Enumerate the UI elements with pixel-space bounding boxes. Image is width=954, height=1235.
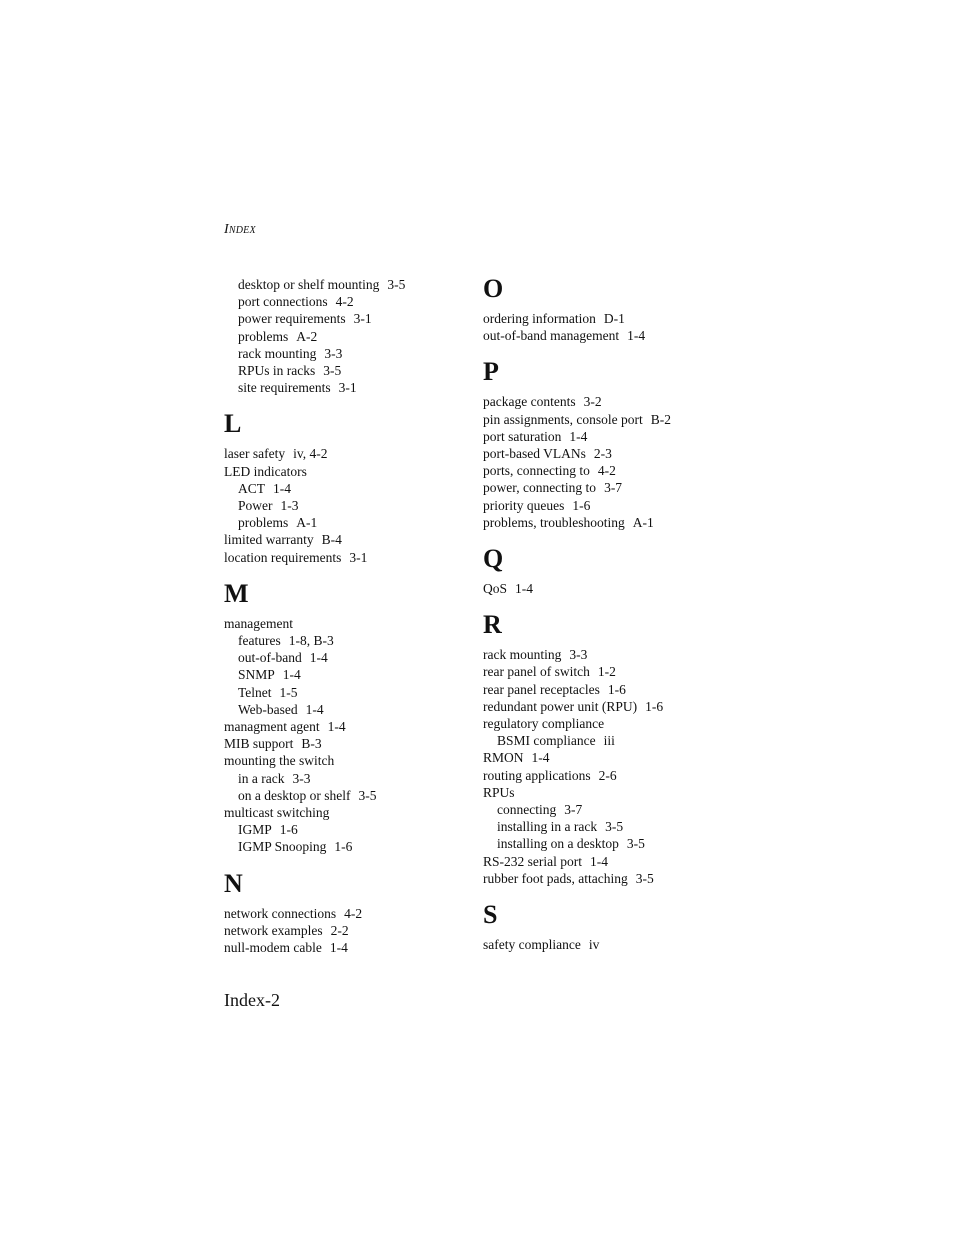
- index-term: in a rack: [238, 770, 285, 786]
- index-page-ref: 1-6: [279, 822, 298, 838]
- index-entry: [224, 615, 474, 632]
- index-page-ref: 3-5: [635, 870, 654, 886]
- index-term: limited warranty: [224, 532, 314, 548]
- index-entry: [483, 767, 733, 784]
- index-column-right: [483, 274, 733, 953]
- index-term: power requirements: [238, 311, 346, 327]
- index-page-ref: 1-4: [309, 650, 328, 666]
- index-entry: [483, 327, 733, 344]
- index-entry: [224, 735, 474, 752]
- index-term: RPUs: [483, 784, 515, 800]
- index-term: RS-232 serial port: [483, 853, 582, 869]
- index-term: Telnet: [238, 684, 272, 700]
- index-subentry: [224, 379, 474, 396]
- index-subentry: [224, 838, 474, 855]
- index-page-ref: 3-1: [338, 380, 357, 396]
- index-entry: [483, 497, 733, 514]
- index-subentry: [483, 835, 733, 852]
- index-subentry: [224, 701, 474, 718]
- index-term: package contents: [483, 394, 576, 410]
- index-page-ref: 1-6: [645, 698, 664, 714]
- index-term: ports, connecting to: [483, 463, 590, 479]
- index-subentry: [224, 649, 474, 666]
- index-term: RMON: [483, 750, 524, 766]
- index-subentry: [224, 514, 474, 531]
- index-term: mounting the switch: [224, 753, 335, 769]
- index-term: managment agent: [224, 719, 320, 735]
- index-term: Web-based: [238, 701, 298, 717]
- index-term: RPUs in racks: [238, 363, 316, 379]
- index-page-ref: 3-5: [358, 787, 377, 803]
- index-term: multicast switching: [224, 805, 330, 821]
- index-letter-heading: R: [483, 610, 502, 640]
- index-page-ref: 3-7: [604, 480, 623, 496]
- index-entry: [483, 681, 733, 698]
- index-page-ref: iii: [603, 733, 615, 749]
- index-term: port-based VLANs: [483, 446, 586, 462]
- index-term: rear panel of switch: [483, 664, 590, 680]
- index-page-ref: iv, 4-2: [293, 446, 328, 462]
- index-term: installing on a desktop: [497, 836, 619, 852]
- index-term: Power: [238, 498, 273, 514]
- index-entry: [224, 922, 474, 939]
- index-page-ref: 1-6: [334, 839, 353, 855]
- index-entry: [224, 804, 474, 821]
- index-entry: [483, 663, 733, 680]
- index-page-ref: 2-6: [598, 767, 617, 783]
- index-entry: [224, 939, 474, 956]
- index-term: pin assignments, console port: [483, 411, 643, 427]
- index-entry: [483, 445, 733, 462]
- index-term: null-modem cable: [224, 940, 322, 956]
- index-page-ref: A-1: [632, 514, 654, 530]
- index-term: regulatory compliance: [483, 716, 605, 732]
- index-entry: [483, 870, 733, 887]
- index-term: laser safety: [224, 446, 286, 462]
- index-subentry: [224, 821, 474, 838]
- index-term: QoS: [483, 581, 508, 597]
- index-page-ref: 1-2: [597, 664, 616, 680]
- index-page-ref: 1-6: [572, 497, 591, 513]
- index-term: network examples: [224, 922, 323, 938]
- index-page-ref: 3-1: [349, 549, 368, 565]
- index-term: power, connecting to: [483, 480, 597, 496]
- index-entry: [483, 310, 733, 327]
- index-entry: [483, 715, 733, 732]
- index-page-ref: A-2: [296, 328, 318, 344]
- index-entry: [483, 646, 733, 663]
- index-page-ref: 1-4: [531, 750, 550, 766]
- index-letter-heading: O: [483, 274, 504, 303]
- index-term: IGMP Snooping: [238, 839, 327, 855]
- index-page-ref: 1-8, B-3: [288, 633, 334, 649]
- index-term: location requirements: [224, 549, 342, 565]
- index-term: port saturation: [483, 428, 562, 444]
- index-page-ref: 1-4: [305, 701, 324, 717]
- index-page-ref: 1-4: [627, 328, 646, 344]
- index-term: ACT: [238, 480, 265, 496]
- index-page-ref: 3-5: [626, 836, 645, 852]
- index-page-ref: 1-4: [273, 480, 291, 496]
- index-entry: [483, 580, 733, 597]
- index-subentry: [483, 801, 733, 818]
- index-page-ref: 1-3: [280, 498, 299, 514]
- index-entry: [483, 393, 733, 410]
- index-letter-heading: Q: [483, 544, 504, 574]
- index-page-ref: B-3: [301, 736, 322, 752]
- index-term: on a desktop or shelf: [238, 787, 351, 803]
- index-entry: [483, 698, 733, 715]
- index-term: IGMP: [238, 822, 272, 838]
- index-subentry: [224, 310, 474, 327]
- index-subentry: [224, 345, 474, 362]
- index-entry: [224, 718, 474, 735]
- index-term: routing applications: [483, 767, 591, 783]
- index-page-ref: 1-4: [515, 581, 534, 597]
- index-entry: [224, 752, 474, 769]
- index-entry: [224, 445, 474, 462]
- index-subentry: [224, 684, 474, 701]
- index-entry: [224, 531, 474, 548]
- index-page-ref: 3-5: [387, 277, 406, 292]
- index-column-left: [224, 276, 474, 956]
- index-page-ref: 3-7: [564, 802, 583, 818]
- index-subentry: [224, 770, 474, 787]
- index-subentry: [224, 632, 474, 649]
- index-term: priority queues: [483, 497, 565, 513]
- index-term: rack mounting: [483, 647, 562, 663]
- index-page-ref: 1-4: [569, 428, 588, 444]
- index-page-ref: 3-3: [292, 770, 311, 786]
- page-footer: Index-2: [224, 990, 280, 1010]
- index-page-ref: 3-3: [324, 345, 343, 361]
- index-entry: [483, 514, 733, 531]
- index-entry: [483, 462, 733, 479]
- index-term: ordering information: [483, 311, 596, 326]
- index-term: SNMP: [238, 667, 275, 683]
- index-term: problems: [238, 515, 289, 531]
- index-term: problems, troubleshooting: [483, 514, 625, 530]
- index-page-ref: B-2: [650, 411, 671, 427]
- index-letter-heading: L: [224, 409, 242, 439]
- index-term: BSMI compliance: [497, 733, 596, 749]
- index-letter-heading: P: [483, 357, 499, 387]
- index-page-ref: 3-3: [569, 647, 588, 663]
- index-page-ref: A-1: [296, 515, 318, 531]
- index-term: MIB support: [224, 736, 294, 752]
- index-term: redundant power unit (RPU): [483, 698, 638, 714]
- index-page-ref: 1-4: [327, 719, 346, 735]
- index-subentry: [224, 293, 474, 310]
- index-entry: [483, 784, 733, 801]
- index-page-ref: 1-6: [607, 681, 626, 697]
- index-term: network connections: [224, 905, 337, 921]
- index-page-ref: 2-3: [593, 446, 612, 462]
- index-page-ref: 2-2: [330, 922, 349, 938]
- index-entry: [483, 479, 733, 496]
- index-page-ref: 4-2: [335, 294, 354, 310]
- index-page-ref: iv: [588, 937, 600, 953]
- index-page-ref: D-1: [603, 311, 625, 326]
- index-term: rack mounting: [238, 345, 317, 361]
- index-subentry: [483, 818, 733, 835]
- index-page-ref: 1-4: [282, 667, 301, 683]
- index-subentry: [224, 362, 474, 379]
- index-term: management: [224, 615, 293, 631]
- index-page-ref: 3-1: [353, 311, 372, 327]
- index-subentry: [224, 497, 474, 514]
- index-entry: [483, 936, 733, 953]
- index-entry: [483, 749, 733, 766]
- index-page-ref: B-4: [321, 532, 342, 548]
- running-head-initial: I: [224, 222, 229, 237]
- index-term: port connections: [238, 294, 328, 310]
- index-page-ref: 4-2: [597, 463, 616, 479]
- index-page-ref: 3-5: [605, 819, 624, 835]
- index-subentry: [224, 666, 474, 683]
- index-letter-heading: N: [224, 868, 243, 898]
- index-page-ref: 4-2: [344, 905, 363, 921]
- index-term: connecting: [497, 802, 557, 818]
- index-term: installing in a rack: [497, 819, 598, 835]
- index-subentry: [224, 276, 474, 293]
- index-subentry: [483, 732, 733, 749]
- index-letter-heading: M: [224, 578, 249, 608]
- index-subentry: [224, 480, 474, 497]
- index-term: rear panel receptacles: [483, 681, 600, 697]
- index-entry: [224, 549, 474, 566]
- index-term: site requirements: [238, 380, 331, 396]
- index-term: safety compliance: [483, 937, 581, 953]
- index-subentry: [224, 328, 474, 345]
- index-subentry: [224, 787, 474, 804]
- index-term: rubber foot pads, attaching: [483, 870, 628, 886]
- index-page-ref: 1-5: [279, 684, 298, 700]
- index-entry: [483, 411, 733, 428]
- index-page-ref: 1-4: [329, 940, 348, 956]
- index-letter-heading: S: [483, 900, 498, 930]
- index-term: features: [238, 633, 281, 649]
- running-head: [224, 222, 256, 238]
- running-head-rest: NDEX: [228, 225, 256, 236]
- index-entry: [224, 905, 474, 922]
- index-entry: [483, 428, 733, 445]
- index-term: problems: [238, 328, 289, 344]
- index-page-ref: 3-2: [583, 394, 602, 410]
- index-page-ref: 1-4: [590, 853, 608, 869]
- index-term: LED indicators: [224, 463, 307, 479]
- index-entry: [483, 853, 733, 870]
- index-term: out-of-band management: [483, 328, 620, 344]
- index-entry: [224, 463, 474, 480]
- index-page-ref: 3-5: [323, 363, 342, 379]
- index-term: out-of-band: [238, 650, 302, 666]
- index-term: desktop or shelf mounting: [238, 277, 380, 292]
